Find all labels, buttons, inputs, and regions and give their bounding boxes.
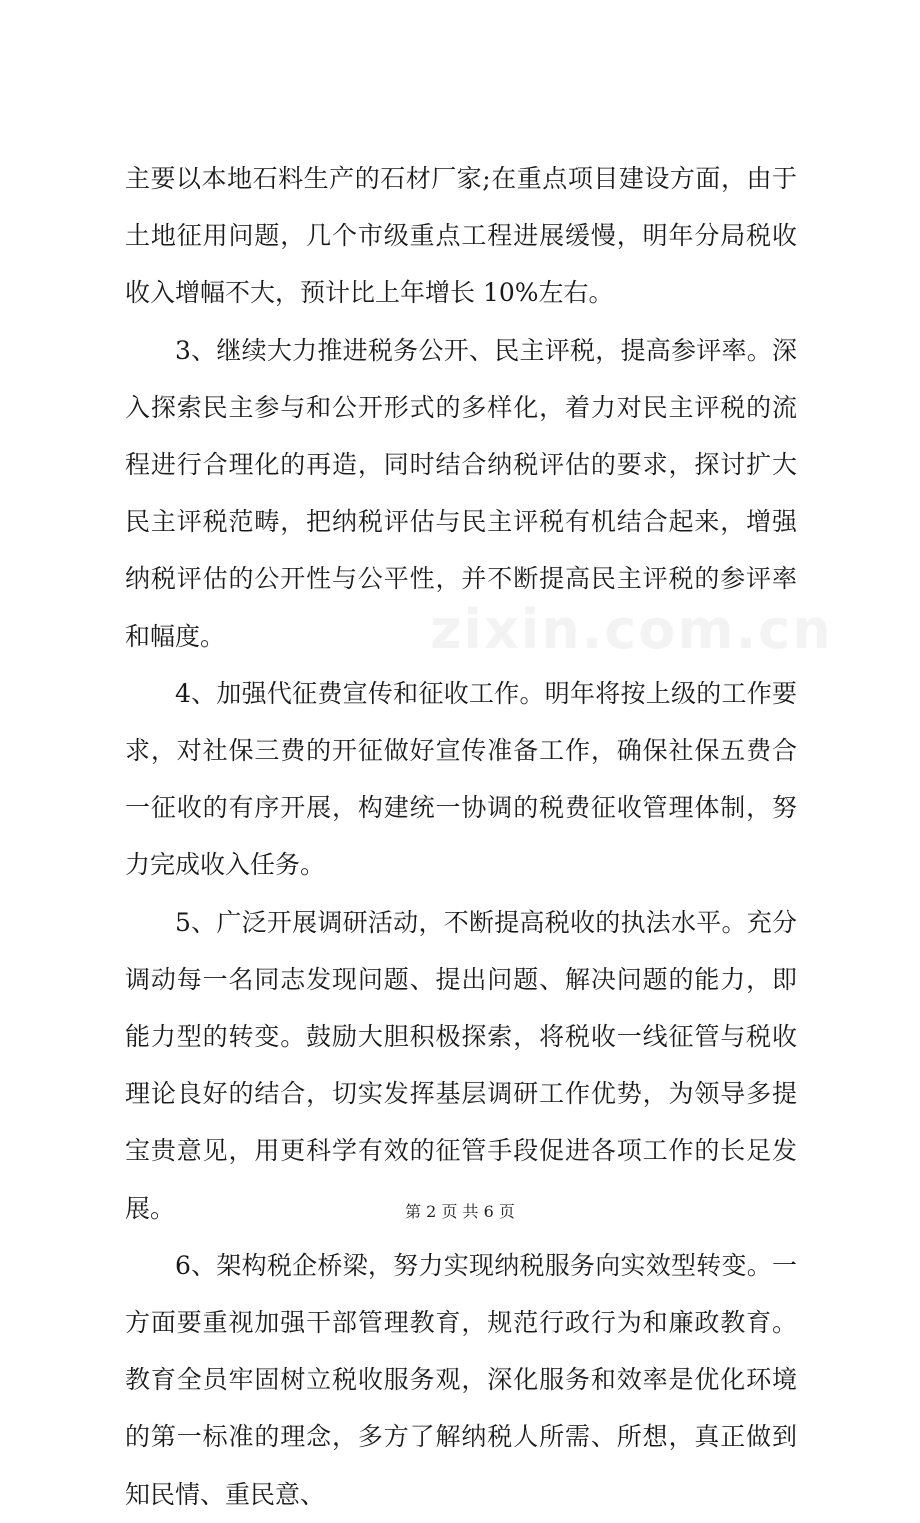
paragraph-item-4: 4、加强代征费宣传和征收工作。明年将按上级的工作要求，对社保三费的开征做好宣传准备工作，确保社保五费合一征收的有序开展，构建统一协调的税费征收管理体制，努力完成收入任务。 xyxy=(125,678,797,880)
paragraph-item-6: 6、架构税企桥梁，努力实现纳税服务向实效型转变。一方面要重视加强干部管理教育，规范行政行为和廉政教育。教育全员牢固树立税收服务观，深化服务和效率是优化环境的第一标准的理念，多方了解纳税人所需、所想，真正做到知民情、重民意、 xyxy=(125,1250,797,1509)
paragraph-continuation: 主要以本地石料生产的石材厂家;在重点项目建设方面，由于土地征用问题，几个市级重点工程进展缓慢，明年分局税收收入增幅不大，预计比上年增长 10%左右。 xyxy=(125,164,797,308)
document-body xyxy=(125,150,797,1523)
paragraph-item-5: 5、广泛开展调研活动，不断提高税收的执法水平。充分调动每一名同志发现问题、提出问题、解决问题的能力，即能力型的转变。鼓励大胆积极探索，将税收一线征管与税收理论良好的结合，切实发挥基层调研工作优势，为领导多提宝贵意见，用更科学有效的征管手段促进各项工作的长足发展。 xyxy=(125,907,797,1223)
watermark: zixin.com.cn xyxy=(430,598,833,661)
paragraph-item-3: 3、继续大力推进税务公开、民主评税，提高参评率。深入探索民主参与和公开形式的多样化，着力对民主评税的流程进行合理化的再造，同时结合纳税评估的要求，探讨扩大民主评税范畴，把纳税评估与民主评税有机结合起来，增强纳税评估的公开性与公平性，并不断提高民主评税的参评率和幅度。 xyxy=(125,335,797,651)
page-footer: 第 2 页 共 6 页 xyxy=(405,1202,515,1221)
